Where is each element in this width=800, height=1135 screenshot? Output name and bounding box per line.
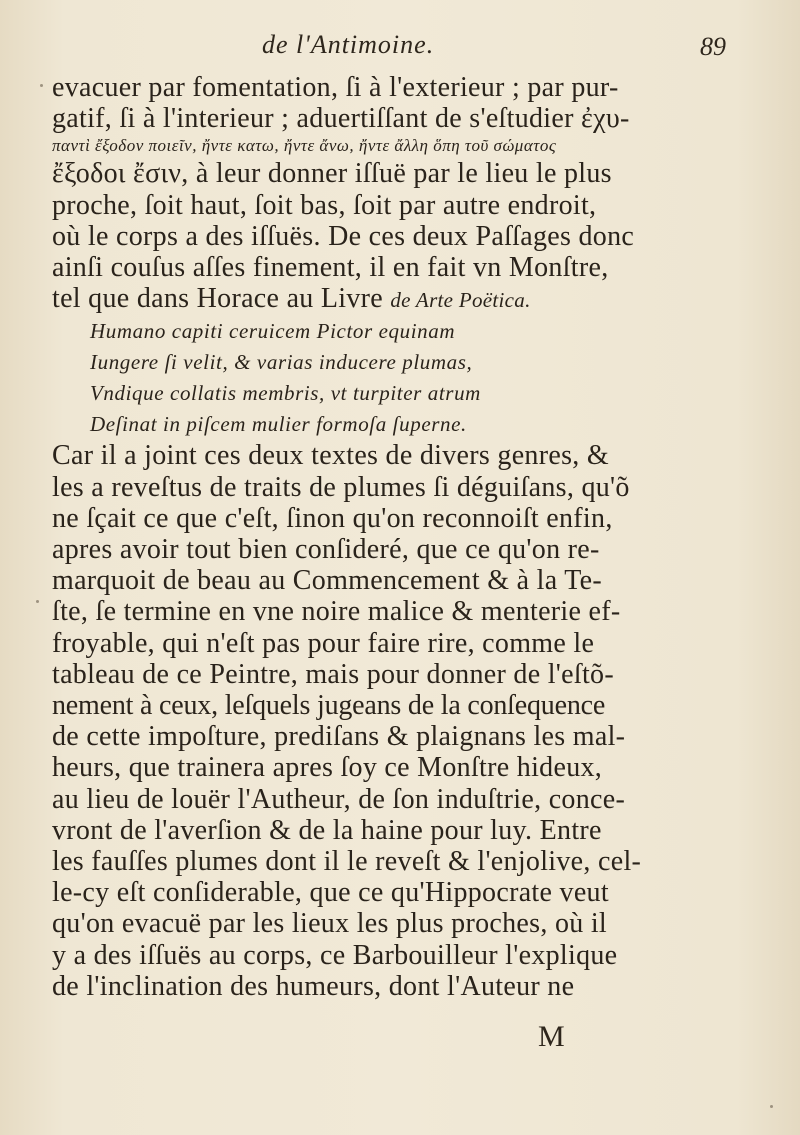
body-line: de l'inclination des humeurs, dont l'Auteur ne [52,970,575,1002]
quotation-line: Vndique collatis membris, vt turpiter atrum [90,381,481,406]
quotation-line: Iungere ſi velit, & varias inducere plumas, [90,350,473,375]
quotation-line: Humano capiti ceruicem Pictor equinam [90,319,456,344]
body-line: vront de l'averſion & de la haine pour luy. Entre [52,814,602,846]
paper-speck [40,84,43,87]
body-line-text: tel que dans Horace au Livre [52,283,384,315]
running-title: de l'Antimoine. [262,30,435,59]
body-line: tableau de ce Peintre, mais pour donner de l'eſtõ- [52,658,614,690]
page-body [52,72,742,1002]
body-line: au lieu de louër l'Autheur, de ſon induſtrie, conce- [52,783,626,815]
body-line: de cette impoſture, prediſans & plaignans les mal- [52,721,626,753]
body-line: les a reveſtus de traits de plumes ſi déguiſans, qu'õ [52,471,630,503]
paper-speck [36,600,39,603]
body-line: gatif, ſi à l'interieur ; aduertiſſant de s'eſtudier ἐχυ- [52,103,630,135]
paper-speck [770,1105,773,1108]
body-line: froyable, qui n'eſt pas pour faire rire, comme le [52,627,595,659]
body-line: apres avoir tout bien conſideré, que ce qu'on re- [52,534,600,566]
page-header [0,30,800,70]
latin-quotation [90,316,742,440]
quotation-line: Deſinat in piſcem mulier formoſa ſuperne. [90,412,467,437]
body-line: où le corps a des iſſuës. De ces deux Paſſages donc [52,220,635,252]
signature-mark: M [538,1020,565,1053]
body-line [52,283,742,316]
body-line: le-cy eſt conſiderable, que ce qu'Hippocrate veut [52,877,609,909]
body-line: les fauſſes plumes dont il le reveſt & l'enjolive, cel- [52,846,642,878]
body-line: Car il a joint ces deux textes de divers genres, & [52,440,609,472]
greek-citation-line: παντὶ ἔξοδον ποιεῖν, ἤντε κατω, ἤντε ἄνω, ἤντε ἄλλη ὅπη τοῦ σώματος [52,136,557,156]
body-line: ainſi couſus aſſes finement, il en fait vn Monſtre, [52,252,609,284]
book-title: de Arte Poëtica. [390,288,531,313]
body-line: ἔξοδοι ἔσιν, à leur donner iſſuë par le lieu le plus [52,158,612,190]
body-line: y a des iſſuës au corps, ce Barbouilleur l'explique [52,939,618,971]
body-line: heurs, que trainera apres ſoy ce Monſtre hideux, [52,752,603,784]
body-line: nement à ceux, leſquels jugeans de la conſequence [52,690,606,722]
body-line: marquoit de beau au Commencement & à la Te- [52,565,603,597]
body-line: qu'on evacuë par les lieux les plus proches, où il [52,908,608,940]
page-number: 89 [700,32,726,61]
body-line: evacuer par fomentation, ſi à l'exterieur ; par pur- [52,72,619,103]
body-line: ſte, ſe termine en vne noire malice & menterie ef- [52,596,621,628]
body-line: proche, ſoit haut, ſoit bas, ſoit par autre endroit, [52,189,597,221]
body-line: ne ſçait ce que c'eſt, ſinon qu'on reconnoiſt enfin, [52,502,613,534]
